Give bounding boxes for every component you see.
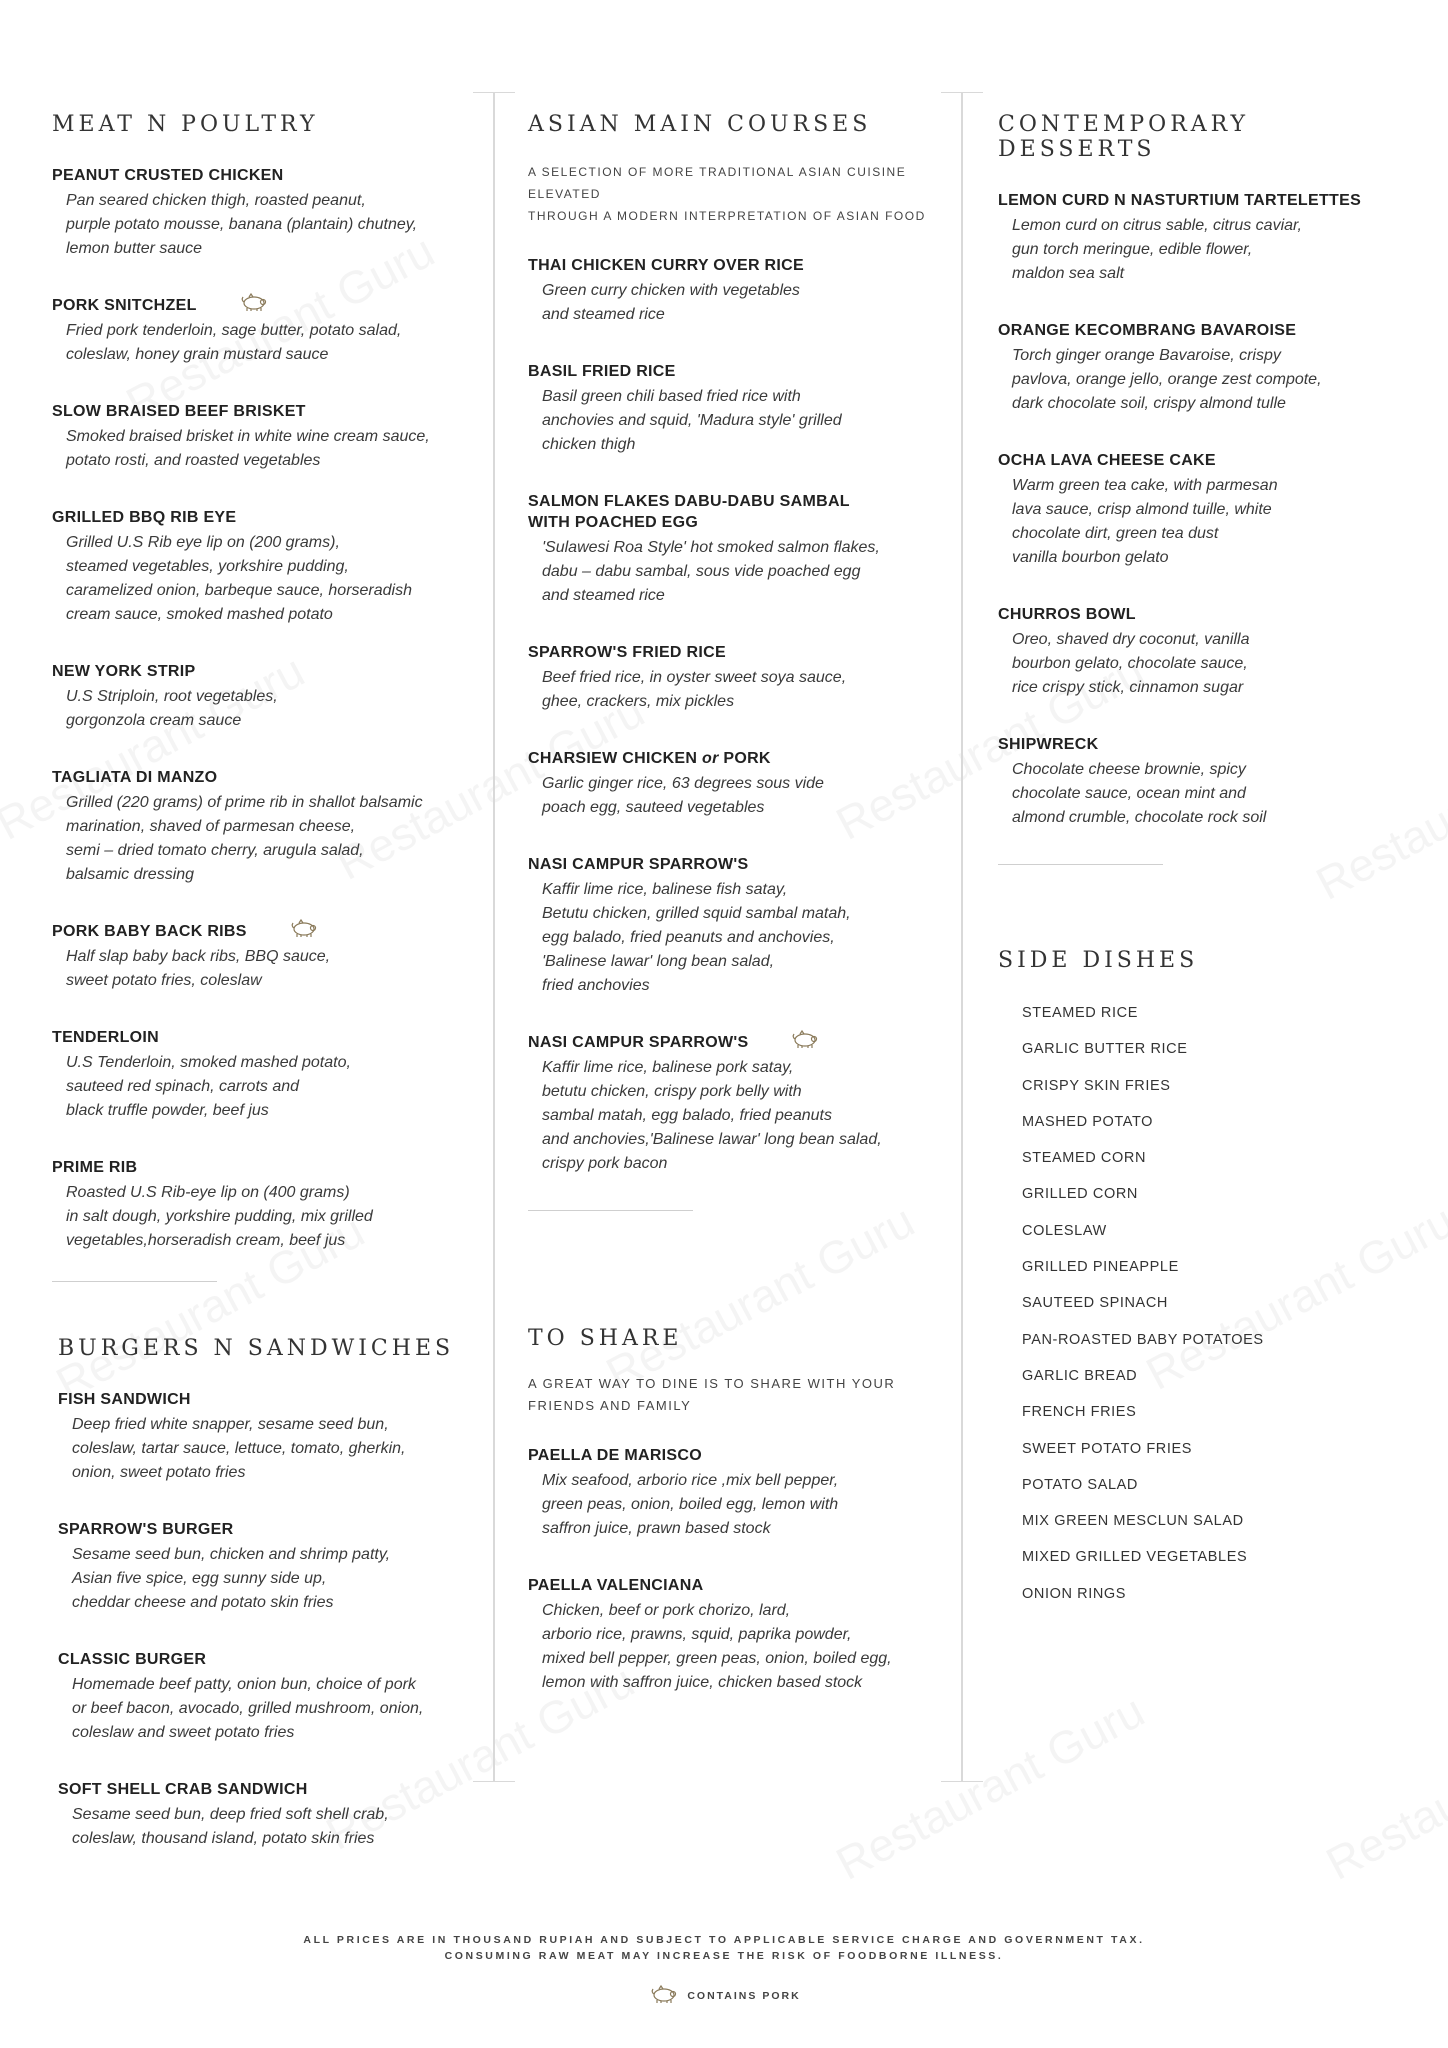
section-title: ASIAN MAIN COURSES xyxy=(528,112,872,137)
divider xyxy=(528,1210,693,1211)
side-dish-item: SWEET POTATO FRIES xyxy=(1022,1440,1193,1457)
menu-item-description: Fried pork tenderloin, sage butter, potato salad, coleslaw, honey grain mustard sauce xyxy=(66,322,402,363)
menu-item-description: Smoked braised brisket in white wine cream sauce, potato rosti, and roasted vegetables xyxy=(66,428,430,469)
section-asian xyxy=(528,112,948,1241)
menu-item xyxy=(52,401,472,473)
menu-item xyxy=(998,320,1398,416)
menu-item xyxy=(528,1032,948,1176)
menu-item-description: Sesame seed bun, chicken and shrimp patty, Asian five spice, egg sunny side up, cheddar cheese and potato skin fries xyxy=(72,1546,391,1611)
menu-item-description: Kaffir lime rice, balinese pork satay, betutu chicken, crispy pork belly with sambal matah, egg balado, fried peanuts and anchovies,'Balinese lawar' long bean salad, crispy pork bacon xyxy=(542,1059,882,1172)
menu-item-name-or: or xyxy=(702,750,719,767)
menu-item-name xyxy=(528,854,948,875)
menu-item-name xyxy=(528,1032,948,1053)
menu-item xyxy=(528,1445,948,1541)
menu-item-title: PAELLA VALENCIANA xyxy=(528,1577,704,1594)
section-title: BURGERS N SANDWICHES xyxy=(58,1336,455,1361)
menu-item-description: Torch ginger orange Bavaroise, crispy pavlova, orange jello, orange zest compote, dark chocolate soil, crispy almond tulle xyxy=(1012,347,1322,412)
side-dish-item: FRENCH FRIES xyxy=(1022,1404,1137,1421)
column-divider xyxy=(961,92,963,1782)
menu-item-name xyxy=(52,165,472,186)
menu-item xyxy=(998,190,1398,286)
column-divider xyxy=(493,92,495,1782)
menu-item-description: Roasted U.S Rib-eye lip on (400 grams) in salt dough, yorkshire pudding, mix grilled vegetables,horseradish cream, beef jus xyxy=(66,1184,373,1249)
menu-item-name xyxy=(58,1519,472,1540)
menu-item xyxy=(528,255,948,327)
section-burgers xyxy=(52,1336,472,1885)
menu-item-description: Kaffir lime rice, balinese fish satay, Betutu chicken, grilled squid sambal matah, egg balado, fried peanuts and anchovies, 'Balinese lawar' long bean salad, fried anchovies xyxy=(542,881,851,994)
menu-item-name xyxy=(998,604,1398,625)
menu-item-title: THAI CHICKEN CURRY OVER RICE xyxy=(528,257,804,274)
menu-item-name xyxy=(528,1575,948,1596)
menu-item xyxy=(52,507,472,627)
menu-item-description: Homemade beef patty, onion bun, choice of pork or beef bacon, avocado, grilled mushroom, onion, coleslaw and sweet potato fries xyxy=(72,1676,424,1741)
menu-item-name-part: CHARSIEW CHICKEN xyxy=(528,750,698,767)
side-dish-item: GARLIC BREAD xyxy=(1022,1367,1138,1384)
pig-icon xyxy=(788,1029,822,1049)
menu-item xyxy=(528,748,948,820)
menu-item-title: ORANGE KECOMBRANG BAVAROISE xyxy=(998,322,1297,339)
menu-item xyxy=(52,767,472,887)
legend-label: CONTAINS PORK xyxy=(687,1989,801,2002)
menu-item-name xyxy=(528,491,948,533)
menu-item-name xyxy=(998,450,1398,471)
menu-item-name xyxy=(528,748,948,769)
menu-item-description: Beef fried rice, in oyster sweet soya sauce, ghee, crackers, mix pickles xyxy=(542,669,847,710)
side-dish-item: SAUTEED SPINACH xyxy=(1022,1295,1168,1312)
side-dish-item: MASHED POTATO xyxy=(1022,1113,1154,1130)
side-dish-item: MIX GREEN MESCLUN SALAD xyxy=(1022,1513,1244,1530)
section-side-dishes xyxy=(998,948,1398,1612)
side-dish-item: ONION RINGS xyxy=(1022,1585,1127,1602)
menu-item-description: U.S Tenderloin, smoked mashed potato, sauteed red spinach, carrots and black truffle powder, beef jus xyxy=(66,1054,351,1119)
side-dish-item: STEAMED RICE xyxy=(1022,1005,1138,1021)
side-dish-item: MIXED GRILLED VEGETABLES xyxy=(1022,1549,1248,1566)
side-dish-item: STEAMED CORN xyxy=(1022,1150,1147,1167)
menu-item-title: BASIL FRIED RICE xyxy=(528,363,676,380)
menu-item-title: PAELLA DE MARISCO xyxy=(528,1447,702,1464)
menu-item-description: Green curry chicken with vegetables and steamed rice xyxy=(542,282,800,323)
menu-item-title: FISH SANDWICH xyxy=(58,1391,191,1408)
menu-item-title: SPARROW'S FRIED RICE xyxy=(528,644,726,661)
menu-item-description: Oreo, shaved dry coconut, vanilla bourbon gelato, chocolate sauce, rice crispy stick, cinnamon sugar xyxy=(1012,631,1250,696)
menu-item-name xyxy=(998,320,1398,341)
side-dish-item: CRISPY SKIN FRIES xyxy=(1022,1077,1171,1094)
menu-item-title: LEMON CURD N NASTURTIUM TARTELETTES xyxy=(998,192,1362,209)
menu-item-name xyxy=(58,1389,472,1410)
menu-list xyxy=(528,1445,948,1695)
menu-item-name xyxy=(52,921,472,942)
menu-list xyxy=(528,255,948,1176)
divider xyxy=(998,864,1163,865)
section-title: SIDE DISHES xyxy=(998,948,1199,973)
menu-item-title: CHURROS BOWL xyxy=(998,606,1136,623)
menu-item-title: TENDERLOIN xyxy=(52,1029,159,1046)
menu-item xyxy=(528,361,948,457)
menu-item-description: Mix seafood, arborio rice ,mix bell pepper, green peas, onion, boiled egg, lemon with saffron juice, prawn based stock xyxy=(542,1472,839,1537)
menu-item-title: PRIME RIB xyxy=(52,1159,138,1176)
menu-item-name xyxy=(998,734,1398,755)
menu-item xyxy=(998,450,1398,570)
menu-item-description: Grilled U.S Rib eye lip on (200 grams), steamed vegetables, yorkshire pudding, caramelized onion, barbeque sauce, horseradish cream sauce, smoked mashed potato xyxy=(66,534,412,623)
menu-item-description: Garlic ginger rice, 63 degrees sous vide poach egg, sauteed vegetables xyxy=(542,775,824,816)
menu-item xyxy=(58,1389,472,1485)
section-to-share xyxy=(528,1326,948,1729)
menu-item xyxy=(58,1779,472,1851)
menu-item-description: Warm green tea cake, with parmesan lava sauce, crisp almond tuille, white chocolate dirt, green tea dust vanilla bourbon gelato xyxy=(1012,477,1278,566)
menu-list xyxy=(58,1389,472,1851)
side-dish-list xyxy=(1022,995,1398,1612)
menu-item-description: Deep fried white snapper, sesame seed bun, coleslaw, tartar sauce, lettuce, tomato, gherkin, onion, sweet potato fries xyxy=(72,1416,406,1481)
menu-item-title: PEANUT CRUSTED CHICKEN xyxy=(52,167,284,184)
menu-item xyxy=(528,491,948,608)
menu-item-title: NEW YORK STRIP xyxy=(52,663,196,680)
menu-item-description: U.S Striploin, root vegetables, gorgonzola cream sauce xyxy=(66,688,278,729)
column-right xyxy=(998,0,1398,1960)
menu-item xyxy=(528,1575,948,1695)
menu-item-name xyxy=(58,1649,472,1670)
menu-item-description: Basil green chili based fried rice with anchovies and squid, 'Madura style' grilled chicken thigh xyxy=(542,388,842,453)
menu-item-name xyxy=(52,1027,472,1048)
side-dish-item: GRILLED CORN xyxy=(1022,1186,1138,1203)
section-desserts xyxy=(998,112,1398,895)
menu-item-title: GRILLED BBQ RIB EYE xyxy=(52,509,237,526)
menu-item-description: Chicken, beef or pork chorizo, lard, arborio rice, prawns, squid, paprika powder, mixed bell pepper, green peas, onion, boiled egg, lemon with saffron juice, chicken based stock xyxy=(542,1602,892,1691)
side-dish-item: GRILLED PINEAPPLE xyxy=(1022,1259,1179,1276)
menu-item-description: Pan seared chicken thigh, roasted peanut, purple potato mousse, banana (plantain) chutney, lemon butter sauce xyxy=(66,192,418,257)
menu-item-title: PORK BABY BACK RIBS xyxy=(52,923,247,940)
pig-icon xyxy=(237,292,271,312)
menu-item-description: Lemon curd on citrus sable, citrus caviar, gun torch meringue, edible flower, maldon sea salt xyxy=(1012,217,1302,282)
menu-item xyxy=(52,1157,472,1253)
menu-item-name-part: PORK xyxy=(723,750,771,767)
menu-item-title: NASI CAMPUR SPARROW'S xyxy=(528,1034,749,1051)
menu-item xyxy=(528,642,948,714)
pig-icon xyxy=(647,1984,681,2004)
footer-notice xyxy=(0,1932,1448,1964)
menu-item-description: Chocolate cheese brownie, spicy chocolate sauce, ocean mint and almond crumble, chocolate rock soil xyxy=(1012,761,1267,826)
menu-item-description: 'Sulawesi Roa Style' hot smoked salmon flakes, dabu – dabu sambal, sous vide poached egg and steamed rice xyxy=(542,539,880,604)
side-dish-item: GARLIC BUTTER RICE xyxy=(1022,1041,1188,1058)
menu-item xyxy=(52,661,472,733)
menu-item-title: SALMON FLAKES DABU-DABU SAMBAL WITH POACHED EGG xyxy=(528,493,850,531)
menu-item xyxy=(58,1649,472,1745)
footer-line: ALL PRICES ARE IN THOUSAND RUPIAH AND SUBJECT TO APPLICABLE SERVICE CHARGE AND GOVERNMENT TAX. xyxy=(303,1934,1145,1946)
menu-item-name xyxy=(52,767,472,788)
menu-item-title: SLOW BRAISED BEEF BRISKET xyxy=(52,403,306,420)
menu-item-name xyxy=(528,255,948,276)
side-dish-item: PAN-ROASTED BABY POTATOES xyxy=(1022,1331,1264,1348)
menu-item xyxy=(52,165,472,261)
menu-item xyxy=(998,604,1398,700)
section-title: CONTEMPORARY DESSERTS xyxy=(998,112,1250,162)
column-left xyxy=(52,0,472,1960)
section-note: A GREAT WAY TO DINE IS TO SHARE WITH YOUR FRIENDS AND FAMILY xyxy=(528,1376,896,1413)
menu-item-name xyxy=(52,1157,472,1178)
menu-list xyxy=(52,165,472,1253)
menu-item-title: OCHA LAVA CHEESE CAKE xyxy=(998,452,1216,469)
section-meat-poultry xyxy=(52,112,472,1312)
menu-item-description: Half slap baby back ribs, BBQ sauce, sweet potato fries, coleslaw xyxy=(66,948,331,989)
menu-item xyxy=(52,295,472,367)
menu-item xyxy=(52,921,472,993)
menu-item-title: SPARROW'S BURGER xyxy=(58,1521,234,1538)
section-title: MEAT N POULTRY xyxy=(52,112,319,137)
menu-item-description: Grilled (220 grams) of prime rib in shallot balsamic marination, shaved of parmesan cheese, semi – dried tomato cherry, arugula salad, balsamic dressing xyxy=(66,794,423,883)
pork-legend xyxy=(0,1986,1448,2006)
menu-item-name xyxy=(58,1779,472,1800)
menu-item-title: NASI CAMPUR SPARROW'S xyxy=(528,856,749,873)
menu-item-title: SOFT SHELL CRAB SANDWICH xyxy=(58,1781,308,1798)
column-middle xyxy=(528,0,948,1960)
section-note: A SELECTION OF MORE TRADITIONAL ASIAN CUISINE ELEVATED THROUGH A MODERN INTERPRETATION OF ASIAN FOOD xyxy=(528,165,926,223)
menu-item-name xyxy=(52,401,472,422)
pig-icon xyxy=(287,918,321,938)
menu-item-title: PORK SNITCHZEL xyxy=(52,297,197,314)
menu-item-title: TAGLIATA DI MANZO xyxy=(52,769,218,786)
menu-item xyxy=(52,1027,472,1123)
footer-line: CONSUMING RAW MEAT MAY INCREASE THE RISK OF FOODBORNE ILLNESS. xyxy=(444,1950,1004,1962)
side-dish-item: POTATO SALAD xyxy=(1022,1476,1138,1493)
menu-item-name xyxy=(52,507,472,528)
menu-item-name xyxy=(528,1445,948,1466)
menu-item-title: SHIPWRECK xyxy=(998,736,1099,753)
menu-item-name xyxy=(998,190,1398,211)
menu-item xyxy=(998,734,1398,830)
divider xyxy=(52,1281,217,1282)
menu-item-description: Sesame seed bun, deep fried soft shell crab, coleslaw, thousand island, potato skin fries xyxy=(72,1806,389,1847)
menu-item-name xyxy=(528,361,948,382)
menu-item-name xyxy=(528,642,948,663)
menu-item xyxy=(528,854,948,998)
side-dish-item: COLESLAW xyxy=(1022,1222,1107,1239)
menu-item-name xyxy=(52,661,472,682)
menu-item-title: CLASSIC BURGER xyxy=(58,1651,207,1668)
section-title: TO SHARE xyxy=(528,1326,683,1351)
menu-item-name xyxy=(52,295,472,316)
menu-item xyxy=(58,1519,472,1615)
menu-list xyxy=(998,190,1398,830)
